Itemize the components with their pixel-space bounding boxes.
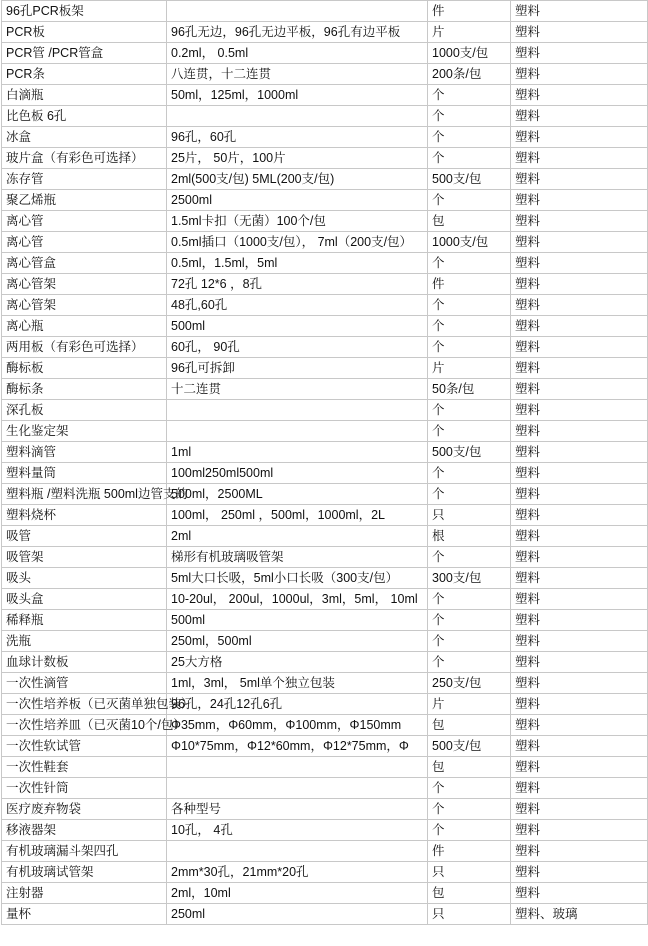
table-row	[2, 526, 648, 547]
cell-specification[interactable]: 72孔 12*6 ，8孔	[167, 274, 428, 295]
cell-product-name[interactable]: 酶标板	[2, 358, 167, 379]
cell-product-name[interactable]: 白滴瓶	[2, 85, 167, 106]
table-row	[2, 904, 648, 925]
cell-specification[interactable]: 1.5ml卡扣（无菌）100个/包	[167, 211, 428, 232]
product-table	[1, 0, 648, 925]
cell-product-name[interactable]: 冰盒	[2, 127, 167, 148]
cell-unit[interactable]: 个	[428, 148, 511, 169]
cell-product-name[interactable]: 塑料瓶 /塑料洗瓶 500ml边管支的	[2, 484, 167, 505]
cell-unit[interactable]: 250支/包	[428, 673, 511, 694]
cell-unit[interactable]: 个	[428, 547, 511, 568]
cell-product-name[interactable]: 离心管盒	[2, 253, 167, 274]
cell-material[interactable]: 塑料	[511, 127, 648, 148]
cell-specification[interactable]: 25片， 50片，100片	[167, 148, 428, 169]
table-row	[2, 463, 648, 484]
cell-product-name[interactable]: 离心瓶	[2, 316, 167, 337]
cell-specification[interactable]: 2ml	[167, 526, 428, 547]
cell-material[interactable]: 塑料	[511, 316, 648, 337]
cell-specification[interactable]: 96孔可拆卸	[167, 358, 428, 379]
cell-product-name[interactable]: 玻片盒（有彩色可选择）	[2, 148, 167, 169]
cell-unit[interactable]: 件	[428, 841, 511, 862]
cell-material[interactable]: 塑料	[511, 589, 648, 610]
table-row	[2, 232, 648, 253]
cell-specification[interactable]: 1ml	[167, 442, 428, 463]
cell-material[interactable]: 塑料	[511, 85, 648, 106]
cell-product-name[interactable]: 两用板（有彩色可选择）	[2, 337, 167, 358]
cell-material[interactable]: 塑料	[511, 274, 648, 295]
cell-product-name[interactable]: PCR板	[2, 22, 167, 43]
table-row	[2, 610, 648, 631]
cell-unit[interactable]: 个	[428, 85, 511, 106]
cell-specification[interactable]: 各种型号	[167, 799, 428, 820]
table-row	[2, 253, 648, 274]
cell-material[interactable]: 塑料	[511, 358, 648, 379]
cell-specification[interactable]: 0.5ml插口（1000支/包）， 7ml（200支/包）	[167, 232, 428, 253]
cell-unit[interactable]: 500支/包	[428, 736, 511, 757]
cell-product-name[interactable]: 离心管	[2, 232, 167, 253]
product-table-body	[2, 1, 648, 925]
cell-specification[interactable]: 96孔，24孔12孔6孔	[167, 694, 428, 715]
cell-material[interactable]: 塑料	[511, 1, 648, 22]
cell-product-name[interactable]: 一次性鞋套	[2, 757, 167, 778]
table-row	[2, 505, 648, 526]
cell-specification[interactable]: 5ml大口长吸，5ml小口长吸（300支/包）	[167, 568, 428, 589]
cell-unit[interactable]: 个	[428, 127, 511, 148]
table-row	[2, 883, 648, 904]
cell-specification[interactable]: 10孔， 4孔	[167, 820, 428, 841]
cell-material[interactable]: 塑料	[511, 883, 648, 904]
cell-product-name[interactable]: 深孔板	[2, 400, 167, 421]
cell-unit[interactable]: 包	[428, 883, 511, 904]
table-row	[2, 820, 648, 841]
cell-product-name[interactable]: 一次性培养皿（已灭菌10个/包）	[2, 715, 167, 736]
cell-unit[interactable]: 片	[428, 22, 511, 43]
cell-specification[interactable]: 100ml， 250ml ，500ml，1000ml，2L	[167, 505, 428, 526]
cell-specification[interactable]: 100ml250ml500ml	[167, 463, 428, 484]
cell-specification[interactable]: 96孔，60孔	[167, 127, 428, 148]
table-row	[2, 421, 648, 442]
cell-material[interactable]: 塑料	[511, 778, 648, 799]
cell-material[interactable]: 塑料	[511, 400, 648, 421]
cell-specification[interactable]: 2ml，10ml	[167, 883, 428, 904]
table-row	[2, 43, 648, 64]
table-row	[2, 148, 648, 169]
cell-product-name[interactable]: 生化鉴定架	[2, 421, 167, 442]
cell-unit[interactable]: 件	[428, 274, 511, 295]
cell-product-name[interactable]: 比色板 6孔	[2, 106, 167, 127]
cell-unit[interactable]: 个	[428, 652, 511, 673]
table-row	[2, 358, 648, 379]
cell-unit[interactable]: 片	[428, 358, 511, 379]
cell-unit[interactable]: 300支/包	[428, 568, 511, 589]
table-row	[2, 631, 648, 652]
cell-unit[interactable]: 个	[428, 463, 511, 484]
cell-material[interactable]: 塑料	[511, 190, 648, 211]
cell-material[interactable]: 塑料	[511, 694, 648, 715]
cell-material[interactable]: 塑料	[511, 379, 648, 400]
table-row	[2, 190, 648, 211]
table-row	[2, 337, 648, 358]
cell-unit[interactable]: 个	[428, 778, 511, 799]
cell-unit[interactable]: 个	[428, 484, 511, 505]
cell-product-name[interactable]: 一次性滴管	[2, 673, 167, 694]
cell-unit[interactable]: 500支/包	[428, 442, 511, 463]
table-row	[2, 85, 648, 106]
cell-specification[interactable]: 梯形有机玻璃吸管架	[167, 547, 428, 568]
cell-specification[interactable]: 2ml(500支/包) 5ML(200支/包)	[167, 169, 428, 190]
cell-product-name[interactable]: PCR条	[2, 64, 167, 85]
table-row	[2, 757, 648, 778]
cell-product-name[interactable]: 一次性针筒	[2, 778, 167, 799]
cell-specification[interactable]: 2500ml	[167, 190, 428, 211]
cell-product-name[interactable]: 一次性培养板（已灭菌单独包装）	[2, 694, 167, 715]
cell-unit[interactable]: 个	[428, 106, 511, 127]
table-row	[2, 547, 648, 568]
table-row	[2, 673, 648, 694]
cell-unit[interactable]: 只	[428, 904, 511, 925]
table-row	[2, 589, 648, 610]
cell-material[interactable]: 塑料	[511, 799, 648, 820]
cell-specification[interactable]: 1ml，3ml， 5ml单个独立包装	[167, 673, 428, 694]
cell-material[interactable]: 塑料	[511, 106, 648, 127]
table-row	[2, 211, 648, 232]
cell-material[interactable]: 塑料	[511, 841, 648, 862]
cell-specification[interactable]	[167, 1, 428, 22]
table-row	[2, 442, 648, 463]
cell-material[interactable]: 塑料	[511, 232, 648, 253]
cell-unit[interactable]: 1000支/包	[428, 232, 511, 253]
table-row	[2, 274, 648, 295]
cell-unit[interactable]: 个	[428, 610, 511, 631]
table-row	[2, 64, 648, 85]
cell-material[interactable]: 塑料	[511, 442, 648, 463]
table-row	[2, 715, 648, 736]
cell-material[interactable]: 塑料	[511, 22, 648, 43]
cell-product-name[interactable]: 离心管架	[2, 274, 167, 295]
cell-specification[interactable]: 2mm*30孔，21mm*20孔	[167, 862, 428, 883]
cell-product-name[interactable]: 洗瓶	[2, 631, 167, 652]
cell-unit[interactable]: 个	[428, 799, 511, 820]
cell-unit[interactable]: 个	[428, 337, 511, 358]
cell-product-name[interactable]: 一次性软试管	[2, 736, 167, 757]
table-row	[2, 778, 648, 799]
cell-unit[interactable]: 1000支/包	[428, 43, 511, 64]
cell-specification[interactable]: 十二连贯	[167, 379, 428, 400]
cell-material[interactable]: 塑料	[511, 673, 648, 694]
table-row	[2, 736, 648, 757]
cell-material[interactable]: 塑料	[511, 715, 648, 736]
cell-unit[interactable]: 个	[428, 589, 511, 610]
table-row	[2, 862, 648, 883]
cell-unit[interactable]: 包	[428, 757, 511, 778]
cell-product-name[interactable]: 吸头盒	[2, 589, 167, 610]
cell-material[interactable]: 塑料	[511, 820, 648, 841]
cell-specification[interactable]: 250ml，500ml	[167, 631, 428, 652]
table-row	[2, 379, 648, 400]
cell-unit[interactable]: 个	[428, 400, 511, 421]
cell-material[interactable]: 塑料	[511, 337, 648, 358]
cell-specification[interactable]: Φ10*75mm，Φ12*60mm，Φ12*75mm，Φ	[167, 736, 428, 757]
cell-material[interactable]: 塑料	[511, 295, 648, 316]
cell-unit[interactable]: 件	[428, 1, 511, 22]
table-row	[2, 316, 648, 337]
cell-product-name[interactable]: 塑料滴管	[2, 442, 167, 463]
cell-specification[interactable]	[167, 421, 428, 442]
cell-material[interactable]: 塑料	[511, 253, 648, 274]
cell-product-name[interactable]: 离心管	[2, 211, 167, 232]
cell-material[interactable]: 塑料	[511, 211, 648, 232]
cell-material[interactable]: 塑料	[511, 505, 648, 526]
cell-product-name[interactable]: 移液器架	[2, 820, 167, 841]
cell-product-name[interactable]: 酶标条	[2, 379, 167, 400]
cell-unit[interactable]: 个	[428, 190, 511, 211]
cell-material[interactable]: 塑料	[511, 64, 648, 85]
cell-product-name[interactable]: 血球计数板	[2, 652, 167, 673]
cell-specification[interactable]	[167, 400, 428, 421]
cell-product-name[interactable]: 塑料烧杯	[2, 505, 167, 526]
cell-specification[interactable]: 50ml，125ml，1000ml	[167, 85, 428, 106]
cell-product-name[interactable]: 离心管架	[2, 295, 167, 316]
cell-unit[interactable]: 个	[428, 421, 511, 442]
cell-product-name[interactable]: 量杯	[2, 904, 167, 925]
table-row	[2, 799, 648, 820]
cell-material[interactable]: 塑料	[511, 43, 648, 64]
cell-product-name[interactable]: 医疗废弃物袋	[2, 799, 167, 820]
cell-specification[interactable]: 500ml	[167, 316, 428, 337]
table-row	[2, 295, 648, 316]
cell-product-name[interactable]: 有机玻璃漏斗架四孔	[2, 841, 167, 862]
table-row	[2, 484, 648, 505]
table-row	[2, 652, 648, 673]
cell-product-name[interactable]: 96孔PCR板架	[2, 1, 167, 22]
cell-specification[interactable]: 60孔， 90孔	[167, 337, 428, 358]
cell-product-name[interactable]: PCR管 /PCR管盒	[2, 43, 167, 64]
cell-product-name[interactable]: 有机玻璃试管架	[2, 862, 167, 883]
cell-specification[interactable]: 10-20ul， 200ul，1000ul，3ml，5ml， 10ml	[167, 589, 428, 610]
cell-unit[interactable]: 只	[428, 505, 511, 526]
cell-specification[interactable]: 96孔无边，96孔无边平板，96孔有边平板	[167, 22, 428, 43]
cell-specification[interactable]: 0.2ml， 0.5ml	[167, 43, 428, 64]
cell-material[interactable]: 塑料	[511, 568, 648, 589]
cell-unit[interactable]: 包	[428, 211, 511, 232]
cell-material[interactable]: 塑料	[511, 862, 648, 883]
cell-material[interactable]: 塑料	[511, 421, 648, 442]
cell-product-name[interactable]: 吸管	[2, 526, 167, 547]
cell-material[interactable]: 塑料	[511, 736, 648, 757]
cell-product-name[interactable]: 聚乙烯瓶	[2, 190, 167, 211]
cell-material[interactable]: 塑料	[511, 757, 648, 778]
cell-unit[interactable]: 只	[428, 862, 511, 883]
cell-specification[interactable]: 0.5ml，1.5ml，5ml	[167, 253, 428, 274]
cell-specification[interactable]: Φ35mm，Φ60mm，Φ100mm，Φ150mm	[167, 715, 428, 736]
table-row	[2, 127, 648, 148]
cell-specification[interactable]: 八连贯，十二连贯	[167, 64, 428, 85]
cell-material[interactable]: 塑料	[511, 610, 648, 631]
cell-specification[interactable]: 500ml，2500ML	[167, 484, 428, 505]
cell-specification[interactable]: 250ml	[167, 904, 428, 925]
cell-product-name[interactable]: 注射器	[2, 883, 167, 904]
cell-unit[interactable]: 个	[428, 316, 511, 337]
cell-unit[interactable]: 片	[428, 694, 511, 715]
cell-unit[interactable]: 个	[428, 820, 511, 841]
table-row	[2, 841, 648, 862]
cell-product-name[interactable]: 稀释瓶	[2, 610, 167, 631]
cell-unit[interactable]: 200条/包	[428, 64, 511, 85]
cell-unit[interactable]: 50条/包	[428, 379, 511, 400]
cell-material[interactable]: 塑料	[511, 652, 648, 673]
cell-product-name[interactable]: 吸管架	[2, 547, 167, 568]
cell-product-name[interactable]: 塑料量筒	[2, 463, 167, 484]
table-row	[2, 1, 648, 22]
table-row	[2, 169, 648, 190]
cell-specification[interactable]	[167, 106, 428, 127]
cell-unit[interactable]: 根	[428, 526, 511, 547]
cell-specification[interactable]	[167, 778, 428, 799]
cell-specification[interactable]	[167, 841, 428, 862]
cell-material[interactable]: 塑料、玻璃	[511, 904, 648, 925]
cell-material[interactable]: 塑料	[511, 463, 648, 484]
cell-unit[interactable]: 个	[428, 631, 511, 652]
cell-product-name[interactable]: 冻存管	[2, 169, 167, 190]
cell-specification[interactable]: 25大方格	[167, 652, 428, 673]
cell-material[interactable]: 塑料	[511, 484, 648, 505]
table-row	[2, 568, 648, 589]
cell-specification[interactable]: 48孔,60孔	[167, 295, 428, 316]
cell-specification[interactable]	[167, 757, 428, 778]
cell-unit[interactable]: 包	[428, 715, 511, 736]
table-row	[2, 106, 648, 127]
cell-material[interactable]: 塑料	[511, 547, 648, 568]
cell-material[interactable]: 塑料	[511, 169, 648, 190]
cell-specification[interactable]: 500ml	[167, 610, 428, 631]
cell-unit[interactable]: 个	[428, 295, 511, 316]
cell-unit[interactable]: 500支/包	[428, 169, 511, 190]
table-row	[2, 22, 648, 43]
table-row	[2, 400, 648, 421]
cell-material[interactable]: 塑料	[511, 148, 648, 169]
cell-material[interactable]: 塑料	[511, 526, 648, 547]
table-row	[2, 694, 648, 715]
cell-product-name[interactable]: 吸头	[2, 568, 167, 589]
cell-unit[interactable]: 个	[428, 253, 511, 274]
cell-material[interactable]: 塑料	[511, 631, 648, 652]
